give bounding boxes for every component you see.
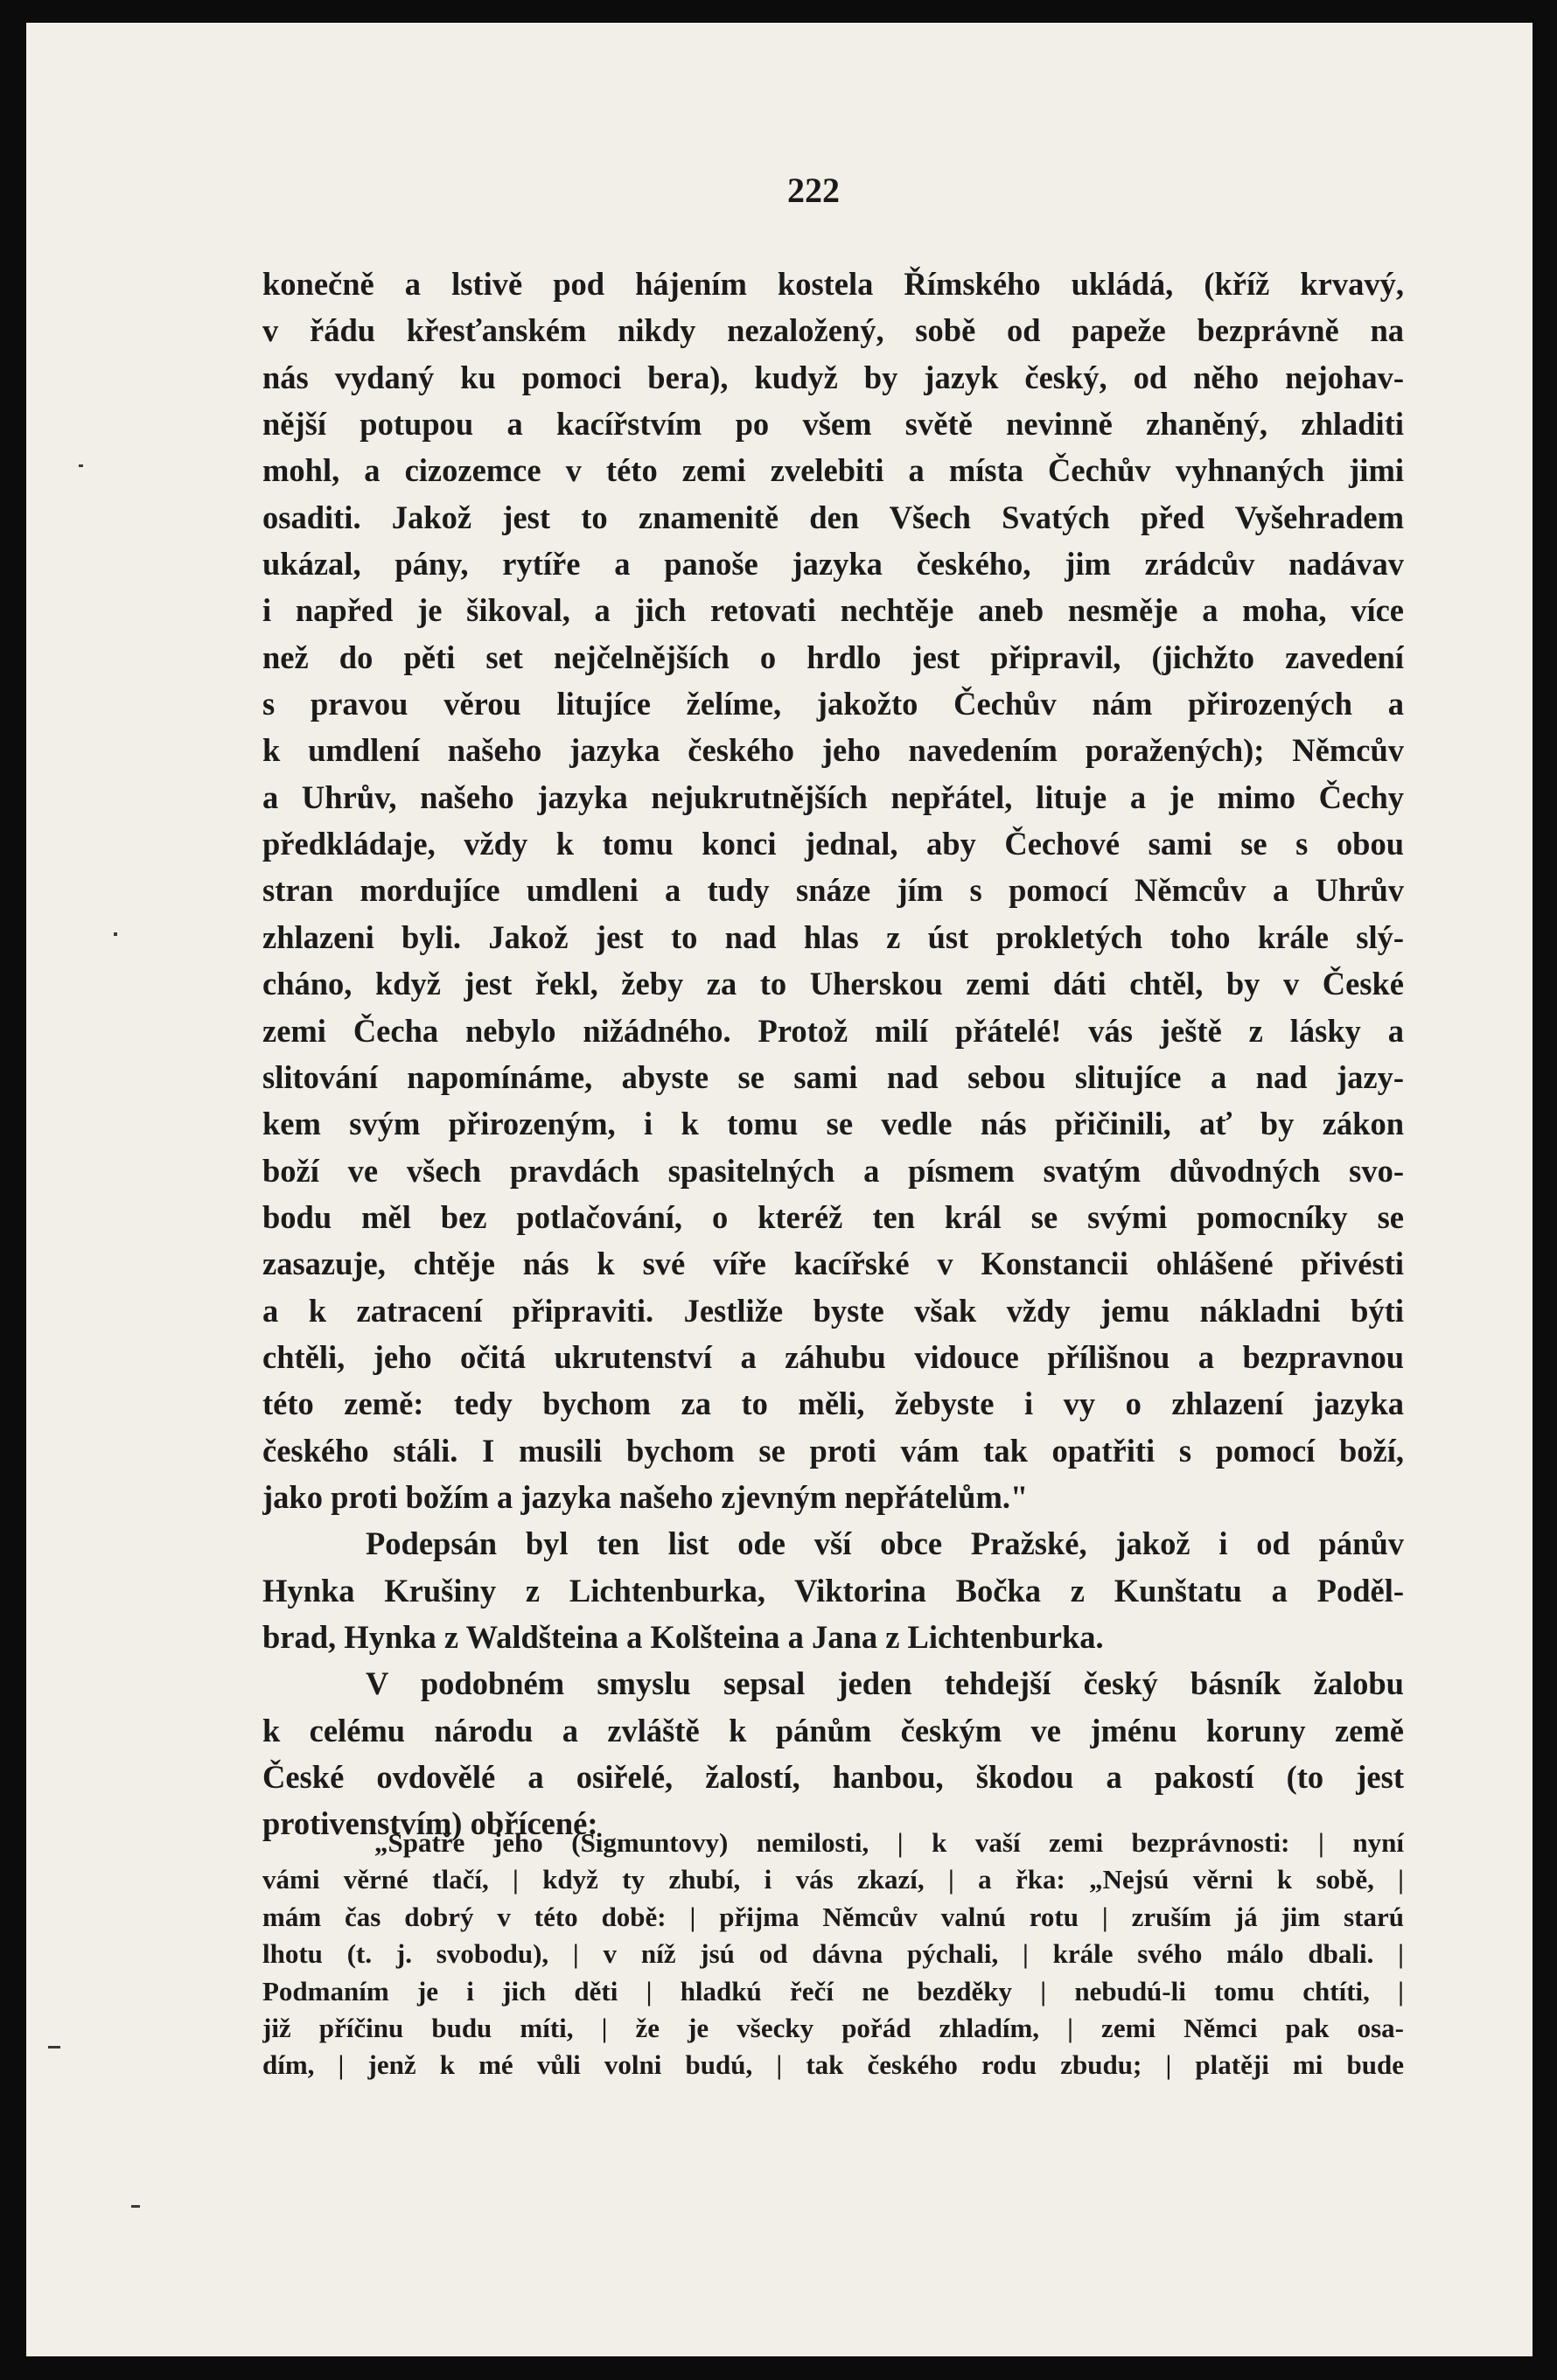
text-line: předkládaje, vždy k tomu konci jednal, aby Čechové sami se s obou (262, 826, 1404, 862)
quote-line: vámi věrné tlačí, | když ty zhubí, i vás zkazí, | a řka: „Nejsú věrni k sobě, | (262, 1864, 1404, 1895)
book-page (26, 23, 1533, 2356)
text-line: Podepsán byl ten list ode vší obce Pražské, jakož i od pánův (366, 1525, 1404, 1562)
text-line: slitování napomínáme, abyste se sami nad sebou slitujíce a nad jazy- (262, 1058, 1404, 1095)
quote-line: Podmaním je i jich děti | hladkú řečí ne bezděky | nebudú-li tomu chtíti, | (262, 1975, 1404, 2007)
text-line: a k zatracení připraviti. Jestliže byste však vždy jemu nákladni býti (262, 1292, 1404, 1329)
text-line: V podobném smyslu sepsal jeden tehdejší český básník žalobu (366, 1665, 1404, 1702)
main-text (262, 261, 1404, 1847)
text-line: a Uhrův, našeho jazyka nejukrutnějších nepřátel, lituje a je mimo Čechy (262, 778, 1404, 815)
text-line: nás vydaný ku pomoci bera), kudyž by jazyk český, od něho nejohav- (262, 359, 1404, 395)
quote-line: lhotu (t. j. svobodu), | v níž jsú od dávna pýchali, | krále svého málo dbali. | (262, 1938, 1404, 1970)
text-line: nější potupou a kacířstvím po všem světě nevinně zhaněný, zhladiti (262, 406, 1404, 443)
quote-line: „Spatře jeho (Sigmuntovy) nemilosti, | k vaší zemi bezprávnosti: | nyní (374, 1827, 1404, 1858)
text-line: českého stáli. I musili bychom se proti vám tak opatřiti s pomocí boží, (262, 1432, 1404, 1469)
text-line: protivenstvím) obřícené: (262, 1805, 598, 1842)
scan-speck (79, 464, 83, 467)
text-line: bodu měl bez potlačování, o kteréž ten král se svými pomocníky se (262, 1198, 1404, 1235)
text-line: s pravou věrou litujíce želíme, jakožto Čechův nám přirozených a (262, 686, 1404, 722)
text-line: zasazuje, chtěje nás k své víře kacířské v Konstancii ohlášené přivésti (262, 1246, 1404, 1282)
text-line: stran mordujíce umdleni a tudy snáze jím s pomocí Němcův a Uhrův (262, 872, 1404, 909)
scan-speck (48, 2046, 60, 2048)
page-number: 222 (787, 171, 840, 210)
text-line: zhlazeni byli. Jakož jest to nad hlas z úst prokletých toho krále slý- (262, 918, 1404, 955)
text-line: chtěli, jeho očitá ukrutenství a záhubu vidouce přílišnou a bezpravnou (262, 1338, 1404, 1375)
quote-line: již příčinu budu míti, | že je všecky pořád zhladím, | zemi Němci pak osa- (262, 2012, 1404, 2043)
text-line: Hynka Krušiny z Lichtenburka, Viktorina Bočka z Kunštatu a Poděl- (262, 1572, 1404, 1609)
text-line: k umdlení našeho jazyka českého jeho navedením poražených); Němcův (262, 732, 1404, 769)
text-line: boží ve všech pravdách spasitelných a písmem svatým důvodných svo- (262, 1152, 1404, 1189)
text-line: i napřed je šikoval, a jich retovati nechtěje aneb nesměje a moha, více (262, 592, 1404, 629)
quote-line: mám čas dobrý v této době: | přijma Němcův valnú rotu | zruším já jim starú (262, 1901, 1404, 1932)
verse-quote (262, 1825, 1404, 2084)
quote-line: dím, | jenž k mé vůli volni budú, | tak českého rodu zbudu; | platěji mi bude (262, 2049, 1404, 2081)
text-line: konečně a lstivě pod hájením kostela Římského ukládá, (kříž krvavý, (262, 266, 1404, 302)
scan-speck (114, 932, 117, 936)
text-line: jako proti božím a jazyka našeho zjevným nepřátelům." (262, 1478, 1029, 1515)
text-line: než do pěti set nejčelnějších o hrdlo jest připravil, (jichžto zavedení (262, 639, 1404, 675)
text-line: České ovdovělé a osiřelé, žalostí, hanbou, škodou a pakostí (to jest (262, 1759, 1404, 1795)
text-line: cháno, když jest řekl, žeby za to Uherskou zemi dáti chtěl, by v České (262, 966, 1404, 1002)
text-line: brad, Hynka z Waldšteina a Kolšteina a Jana z Lichtenburka. (262, 1618, 1104, 1655)
text-line: osaditi. Jakož jest to znamenitě den Všech Svatých před Vyšehradem (262, 499, 1404, 535)
scan-speck (131, 2205, 140, 2208)
text-line: této země: tedy bychom za to měli, žebyste i vy o zhlazení jazyka (262, 1385, 1404, 1422)
text-line: kem svým přirozeným, i k tomu se vedle nás přičinili, ať by zákon (262, 1106, 1404, 1142)
text-line: mohl, a cizozemce v této zemi zvelebiti a místa Čechův vyhnaných jimi (262, 452, 1404, 489)
text-line: zemi Čecha nebylo nižádného. Protož milí přátelé! vás ještě z lásky a (262, 1012, 1404, 1049)
text-line: k celému národu a zvláště k pánům českým ve jménu koruny země (262, 1712, 1404, 1748)
text-line: ukázal, pány, rytíře a panoše jazyka českého, jim zrádcův nadávav (262, 546, 1404, 583)
text-line: v řádu křesťanském nikdy nezaložený, sobě od papeže bezprávně na (262, 312, 1404, 349)
